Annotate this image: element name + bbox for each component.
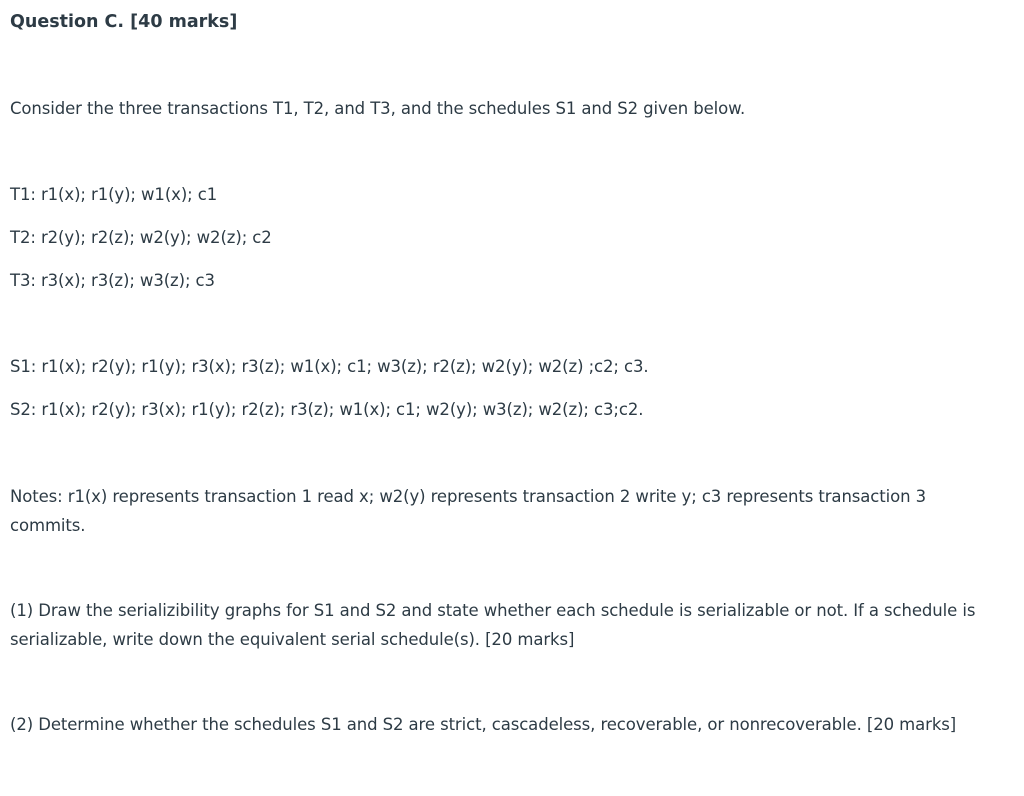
part-2-paragraph: (2) Determine whether the schedules S1 and S2 are strict, cascadeless, recoverable, or nonrecoverable. [20 marks] [10, 715, 957, 734]
part-1-paragraph: (1) Draw the serializibility graphs for S1 and S2 and state whether each schedule is serializable or not. If a schedule is serializable, write down the equivalent serial schedule(s). [20 marks] [10, 601, 976, 649]
transaction-t3: T3: r3(x); r3(z); w3(z); c3 [10, 271, 215, 290]
schedule-s2: S2: r1(x); r2(y); r3(x); r1(y); r2(z); r3(z); w1(x); c1; w2(y); w3(z); w2(z); c3;c2. [10, 400, 644, 419]
question-heading: Question C. [40 marks] [10, 12, 238, 32]
transaction-t1: T1: r1(x); r1(y); w1(x); c1 [10, 185, 218, 204]
transaction-t2: T2: r2(y); r2(z); w2(y); w2(z); c2 [10, 228, 272, 247]
schedule-s1: S1: r1(x); r2(y); r1(y); r3(x); r3(z); w1(x); c1; w3(z); r2(z); w2(y); w2(z) ;c2; c3. [10, 357, 649, 376]
notes-paragraph: Notes: r1(x) represents transaction 1 read x; w2(y) represents transaction 2 write y; c3 represents transaction 3 commits. [10, 487, 927, 535]
question-intro: Consider the three transactions T1, T2, and T3, and the schedules S1 and S2 given below. [10, 99, 746, 118]
